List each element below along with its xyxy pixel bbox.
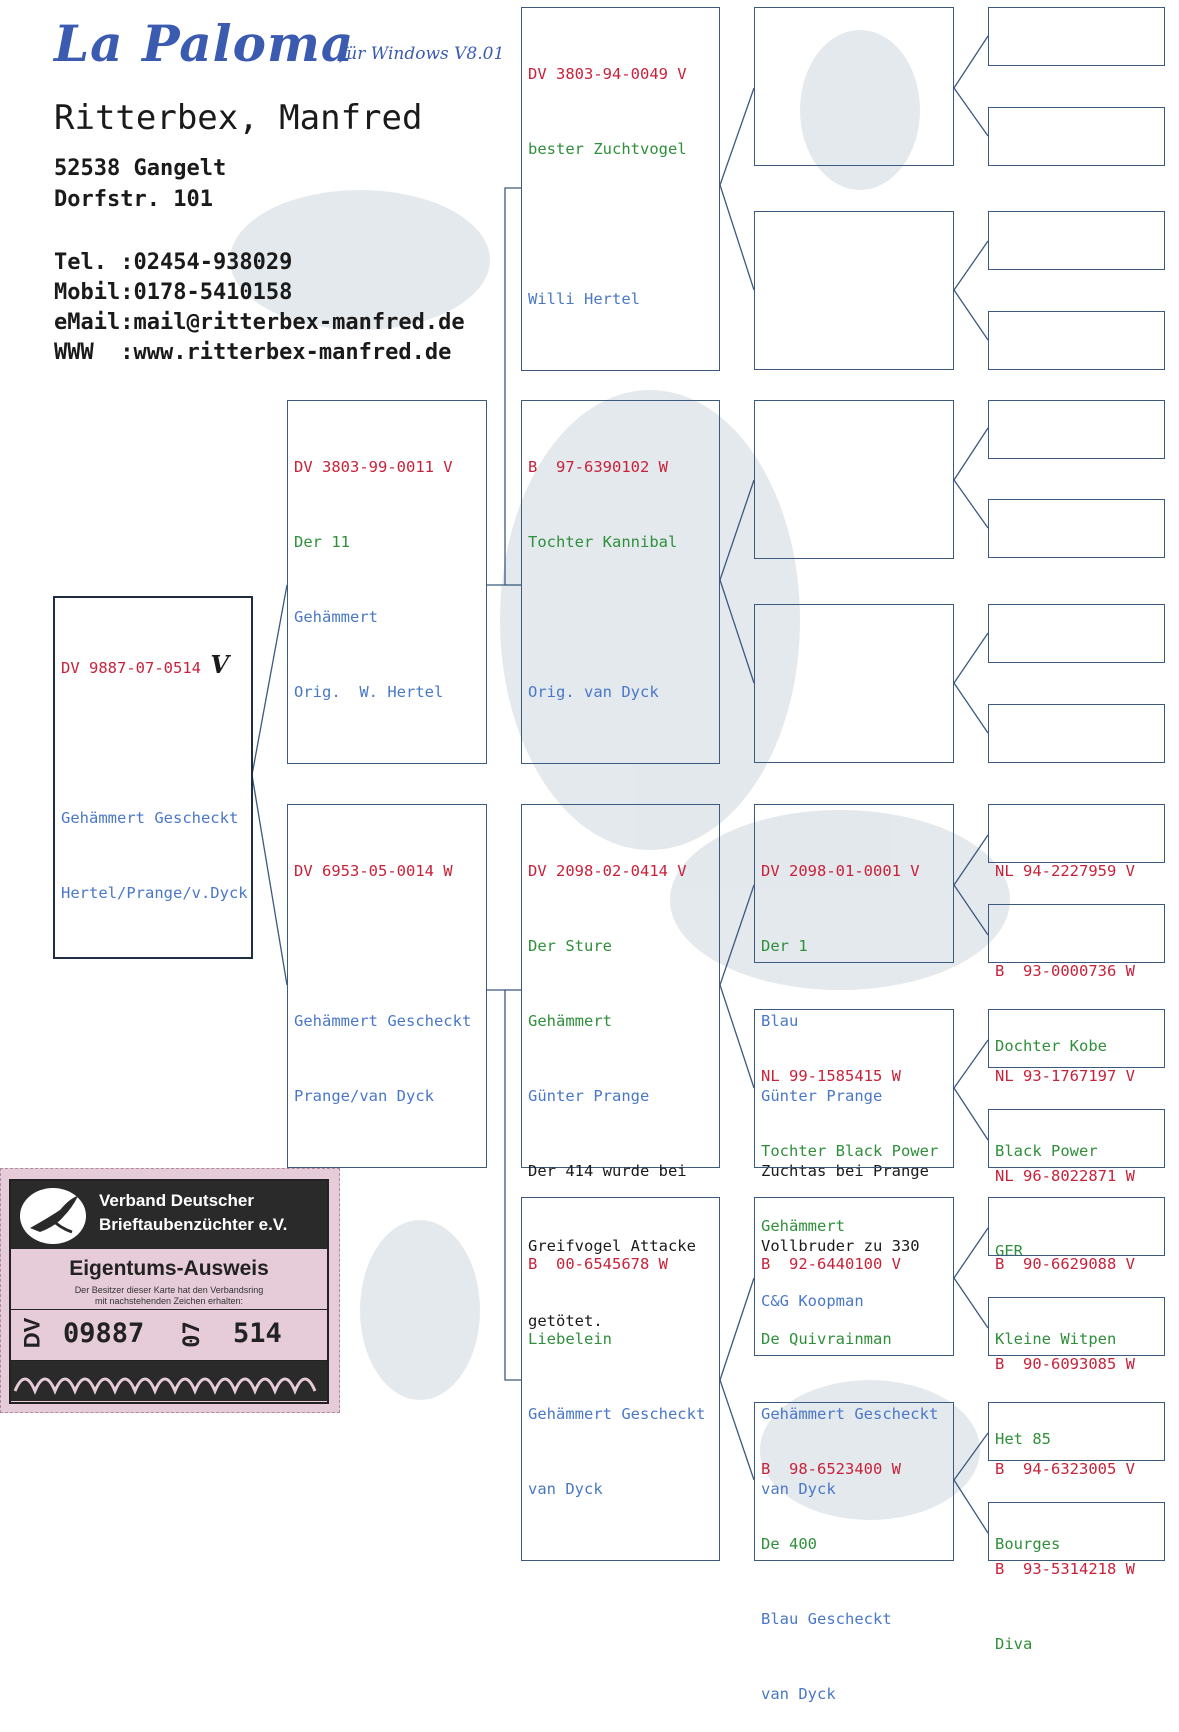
father-ring: DV 3803-99-0011 V <box>294 458 453 476</box>
gen4-empty-box <box>988 211 1165 270</box>
mff-origin: Günter Prange <box>761 1087 883 1105</box>
g4h-ring: B 93-5314218 W <box>995 1560 1135 1578</box>
card-header <box>11 1181 327 1249</box>
checkmark-icon: V <box>210 650 229 679</box>
gen4-empty-box <box>988 7 1165 66</box>
owner-mobil: Mobil:0178-5410158 <box>54 280 293 305</box>
father-origin: Orig. W. Hertel <box>294 683 444 701</box>
mmf-origin: van Dyck <box>761 1480 836 1498</box>
mfm-origin: C&G Koopman <box>761 1292 864 1310</box>
mmf-name: De Quivrainman <box>761 1330 892 1348</box>
g4e-ring: B 90-6629088 V <box>995 1255 1135 1273</box>
mother-ring: DV 6953-05-0014 W <box>294 862 453 880</box>
app-logo-subtitle: für Windows V8.01 <box>340 44 505 64</box>
gen4-empty-box <box>988 107 1165 166</box>
mf-note-3: getötet. <box>528 1312 603 1330</box>
g4b-name: Dochter Kobe <box>995 1037 1107 1055</box>
gen4-empty-box <box>988 311 1165 370</box>
mmf-ring: B 92-6440100 V <box>761 1255 901 1273</box>
owner-city: 52538 Gangelt <box>54 156 227 181</box>
card-title: Eigentums-Ausweis <box>69 1257 269 1280</box>
ff-ring: DV 3803-94-0049 V <box>528 65 687 83</box>
main-origin: Hertel/Prange/v.Dyck <box>61 884 248 902</box>
mmm-ring: B 98-6523400 W <box>761 1460 901 1478</box>
card-ring-number <box>11 1309 327 1361</box>
app-logo: La Paloma <box>54 14 355 73</box>
gen4-empty-box <box>988 499 1165 558</box>
g4c-ring: NL 93-1767197 V <box>995 1067 1135 1085</box>
owner-tel: Tel. :02454-938029 <box>54 250 293 275</box>
grandmother-maternal-box <box>521 1197 720 1561</box>
gen4-empty-box <box>988 400 1165 459</box>
g4d-ring: NL 96-8022871 W <box>995 1167 1135 1185</box>
g4d-name: GER <box>995 1242 1023 1260</box>
mmm-color: Blau Gescheckt <box>761 1610 892 1628</box>
owner-street: Dorfstr. 101 <box>54 187 213 212</box>
mmf-color: Gehämmert Gescheckt <box>761 1405 939 1423</box>
g4b-ring: B 93-0000736 W <box>995 962 1135 980</box>
card-decorative-band <box>11 1361 327 1401</box>
mm-origin: van Dyck <box>528 1480 603 1498</box>
owner-www: WWW :www.ritterbex-manfred.de <box>54 340 452 365</box>
g4f-name: Het 85 <box>995 1430 1051 1448</box>
gen4-box-a <box>988 804 1165 880</box>
mff-note-2: Vollbruder zu 330 <box>761 1237 920 1255</box>
gen4-box-g <box>988 1402 1165 1553</box>
mff-color: Blau <box>761 1012 799 1030</box>
main-color: Gehämmert Gescheckt <box>61 809 239 827</box>
gen4-box-d <box>988 1109 1165 1260</box>
ff-origin: Willi Hertel <box>528 290 640 308</box>
dove-logo-icon <box>17 1185 89 1247</box>
father-name: Der 11 <box>294 533 350 551</box>
gen3-empty-box <box>754 604 954 763</box>
gen4-empty-box <box>988 704 1165 763</box>
mff-note-1: Zuchtas bei Prange <box>761 1162 929 1180</box>
mff-ring: DV 2098-01-0001 V <box>761 862 920 880</box>
mf-origin: Günter Prange <box>528 1087 650 1105</box>
mfm-name: Tochter Black Power <box>761 1142 939 1160</box>
father-box <box>287 400 487 764</box>
g4g-name: Bourges <box>995 1535 1061 1553</box>
card-num-1: 09887 <box>63 1318 145 1349</box>
g4h-name: Diva <box>995 1635 1033 1653</box>
mmm-name: De 400 <box>761 1535 817 1553</box>
mother-box <box>287 804 487 1168</box>
mfm-ring: NL 99-1585415 W <box>761 1067 901 1085</box>
gen4-box-f <box>988 1297 1165 1448</box>
father-color: Gehämmert <box>294 608 378 626</box>
g4g-ring: B 94-6323005 V <box>995 1460 1135 1478</box>
gen4-box-c <box>988 1009 1165 1160</box>
gen3-empty-box <box>754 211 954 370</box>
grandfather-paternal-box <box>521 7 720 371</box>
card-org-name: Verband Deutscher Brieftaubenzüchter e.V. <box>99 1191 288 1234</box>
gen3-empty-box <box>754 400 954 559</box>
main-ring: DV 9887-07-0514 <box>61 659 201 677</box>
fm-name: Tochter Kannibal <box>528 533 678 551</box>
owner-name: Ritterbex, Manfred <box>54 98 423 138</box>
mf-note-1: Der 414 wurde bei <box>528 1162 687 1180</box>
mf-color: Gehämmert <box>528 1012 612 1030</box>
mf-ring: DV 2098-02-0414 V <box>528 862 687 880</box>
fm-origin: Orig. van Dyck <box>528 683 659 701</box>
main-pigeon-box <box>53 596 253 959</box>
mf-name: Der Sture <box>528 937 612 955</box>
owner-email: eMail:mail@ritterbex-manfred.de <box>54 310 465 335</box>
g4c-name: Black Power <box>995 1142 1098 1160</box>
mm-name: Liebelein <box>528 1330 612 1348</box>
mff-name: Der 1 <box>761 937 808 955</box>
mmm-origin: van Dyck <box>761 1685 836 1703</box>
fm-ring: B 97-6390102 W <box>528 458 668 476</box>
g4a-ring: NL 94-2227959 V <box>995 862 1135 880</box>
gen4-box-b <box>988 904 1165 1055</box>
card-num-3: 514 <box>233 1318 282 1349</box>
ownership-card <box>0 1168 340 1413</box>
g4f-ring: B 90-6093085 W <box>995 1355 1135 1373</box>
mm-ring: B 00-6545678 W <box>528 1255 668 1273</box>
gen4-box-h <box>988 1502 1165 1653</box>
mfm-color: Gehämmert <box>761 1217 845 1235</box>
mother-origin: Prange/van Dyck <box>294 1087 434 1105</box>
mm-color: Gehämmert Gescheckt <box>528 1405 706 1423</box>
ff-name: bester Zuchtvogel <box>528 140 687 158</box>
mother-color: Gehämmert Gescheckt <box>294 1012 472 1030</box>
gen3-mmm-box <box>754 1402 954 1703</box>
card-fineprint: Der Besitzer dieser Karte hat den Verbandsring mit nachstehenden Zeichen erhalten: <box>74 1285 264 1306</box>
gen4-box-e <box>988 1197 1165 1348</box>
mf-note-2: Greifvogel Attacke <box>528 1237 696 1255</box>
gen3-empty-box <box>754 7 954 166</box>
card-num-2: 07 <box>179 1321 205 1348</box>
card-dv-label: DV <box>19 1317 45 1349</box>
gen4-empty-box <box>988 604 1165 663</box>
grandmother-paternal-box <box>521 400 720 764</box>
g4e-name: Kleine Witpen <box>995 1330 1117 1348</box>
